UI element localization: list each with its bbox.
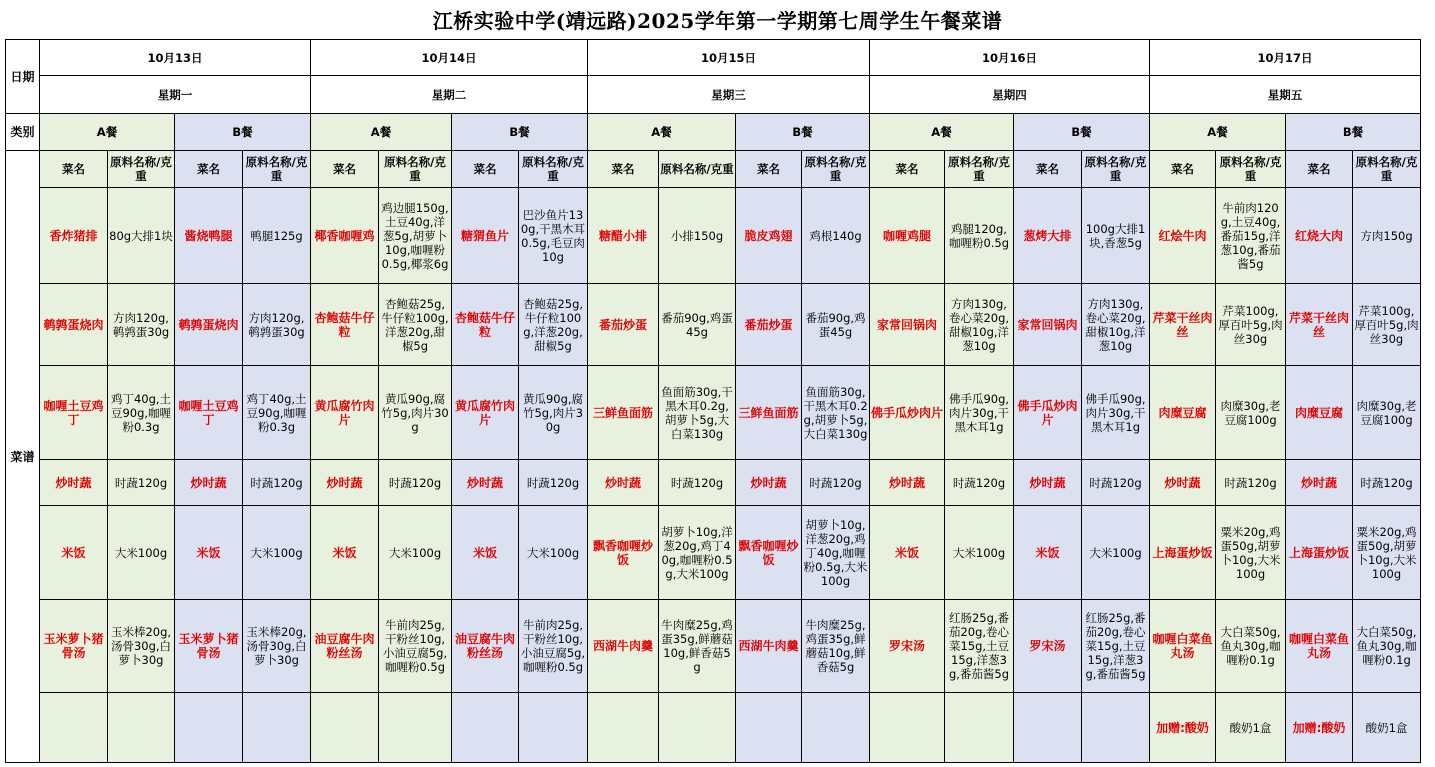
day-date-3: 10月16日: [870, 40, 1150, 76]
dish-ingredients: 番茄90g,鸡蛋45g: [802, 284, 870, 366]
day-date-4: 10月17日: [1150, 40, 1421, 76]
dish-ingredients: 时蔬120g: [659, 460, 736, 506]
ingredient-header: 原料名称/克重: [945, 151, 1014, 188]
set-b-label: B餐: [452, 114, 588, 151]
dish-ingredients: 鸡腿120g,咖喱粉0.5g: [945, 188, 1014, 284]
day-date-2: 10月15日: [588, 40, 870, 76]
dish-name: 红烩牛肉: [1150, 188, 1216, 284]
dish-ingredients: 时蔬120g: [108, 460, 175, 506]
dish-ingredients: 牛前肉120g,土豆40g,番茄15g,洋葱10g,番茄酱5g: [1216, 188, 1286, 284]
dish-ingredients: 时蔬120g: [243, 460, 311, 506]
dish-ingredients: 玉米棒20g,汤骨30g,白萝卜30g: [243, 600, 311, 693]
dish-name: 玉米萝卜猪骨汤: [40, 600, 108, 693]
dish-name: [736, 693, 802, 763]
dish-name: 咖喱白菜鱼丸汤: [1150, 600, 1216, 693]
dish-name: 炒时蔬: [175, 460, 243, 506]
dish-ingredients: 时蔬120g: [379, 460, 452, 506]
dish-ingredients: 方肉130g,卷心菜20g,甜椒10g,洋葱10g: [1082, 284, 1150, 366]
category-label: 类别: [6, 114, 40, 151]
dish-ingredients: 时蔬120g: [519, 460, 588, 506]
dish-ingredients: 黄瓜90g,腐竹5g,肉片30g: [519, 366, 588, 460]
dish-name: 鹌鹑蛋烧肉: [40, 284, 108, 366]
dish-ingredients: 酸奶1盒: [1353, 693, 1421, 763]
dish-name: 咖喱白菜鱼丸汤: [1286, 600, 1353, 693]
dish-name: 米饭: [452, 506, 519, 600]
dish-name: 米饭: [1014, 506, 1082, 600]
dish-ingredients: [1082, 693, 1150, 763]
dish-name: 西湖牛肉羹: [736, 600, 802, 693]
dish-ingredients: [379, 693, 452, 763]
dish-name-header: 菜名: [311, 151, 379, 188]
dish-name: 炒时蔬: [1150, 460, 1216, 506]
dish-ingredients: 大米100g: [945, 506, 1014, 600]
dish-ingredients: 大米100g: [243, 506, 311, 600]
dish-name: 咖喱土豆鸡丁: [40, 366, 108, 460]
set-b-label: B餐: [1286, 114, 1421, 151]
dish-name: 油豆腐牛肉粉丝汤: [311, 600, 379, 693]
ingredient-header: 原料名称/克重: [802, 151, 870, 188]
dish-ingredients: 鱼面筋30g,干黑木耳0.2g,胡萝卜5g,大白菜130g: [659, 366, 736, 460]
dish-name: 炒时蔬: [1286, 460, 1353, 506]
dish-name: 飘香咖喱炒饭: [736, 506, 802, 600]
dish-name: 炒时蔬: [40, 460, 108, 506]
dish-name: 番茄炒蛋: [736, 284, 802, 366]
menu-label: 菜谱: [6, 151, 40, 763]
dish-name: 芹菜干丝肉丝: [1150, 284, 1216, 366]
dish-ingredients: [243, 693, 311, 763]
dish-ingredients: 牛前肉25g,干粉丝10g,小油豆腐5g,咖喱粉0.5g: [519, 600, 588, 693]
dish-name-header: 菜名: [452, 151, 519, 188]
dish-name: 杏鲍菇牛仔粒: [452, 284, 519, 366]
dish-name: [870, 693, 945, 763]
dish-name: 罗宋汤: [870, 600, 945, 693]
set-a-label: A餐: [40, 114, 175, 151]
set-a-label: A餐: [311, 114, 452, 151]
dish-name-header: 菜名: [1150, 151, 1216, 188]
dish-name: [311, 693, 379, 763]
dish-ingredients: 鸡边腿150g,土豆40g,洋葱5g,胡萝卜10g,咖喱粉0.5g,椰浆6g: [379, 188, 452, 284]
dish-ingredients: 红肠25g,番茄20g,卷心菜15g,土豆15g,洋葱3g,番茄酱5g: [1082, 600, 1150, 693]
dish-name: [40, 693, 108, 763]
dish-ingredients: 方肉130g,卷心菜20g,甜椒10g,洋葱10g: [945, 284, 1014, 366]
dish-name: 鹌鹑蛋烧肉: [175, 284, 243, 366]
dish-name: 佛手瓜炒肉片: [1014, 366, 1082, 460]
dish-ingredients: 鸡根140g: [802, 188, 870, 284]
dish-name: 炒时蔬: [870, 460, 945, 506]
dish-name: 肉糜豆腐: [1150, 366, 1216, 460]
dish-ingredients: 粟米20g,鸡蛋50g,胡萝卜10g,大米100g: [1353, 506, 1421, 600]
dish-name: 番茄炒蛋: [588, 284, 659, 366]
dish-ingredients: 玉米棒20g,汤骨30g,白萝卜30g: [108, 600, 175, 693]
dish-ingredients: 80g大排1块: [108, 188, 175, 284]
dish-ingredients: 方肉150g: [1353, 188, 1421, 284]
dish-ingredients: 鱼面筋30g,干黑木耳0.2g,胡萝卜5g,大白菜130g: [802, 366, 870, 460]
dish-name: 椰香咖喱鸡: [311, 188, 379, 284]
dish-name: 米饭: [40, 506, 108, 600]
dish-name-header: 菜名: [1014, 151, 1082, 188]
dish-ingredients: 酸奶1盒: [1216, 693, 1286, 763]
ingredient-header: 原料名称/克重: [243, 151, 311, 188]
set-b-label: B餐: [175, 114, 311, 151]
dish-name: 上海蛋炒饭: [1286, 506, 1353, 600]
set-a-label: A餐: [1150, 114, 1286, 151]
dish-name: 黄瓜腐竹肉片: [311, 366, 379, 460]
dish-name: 炒时蔬: [452, 460, 519, 506]
dish-ingredients: 胡萝卜10g,洋葱20g,鸡丁40g,咖喱粉0.5g,大米100g: [659, 506, 736, 600]
dish-ingredients: 鸡丁40g,土豆90g,咖喱粉0.3g: [108, 366, 175, 460]
dish-ingredients: 番茄90g,鸡蛋45g: [659, 284, 736, 366]
day-date-0: 10月13日: [40, 40, 311, 76]
dish-ingredients: 大米100g: [379, 506, 452, 600]
dish-ingredients: [802, 693, 870, 763]
dish-ingredients: 时蔬120g: [1353, 460, 1421, 506]
dish-name: 米饭: [175, 506, 243, 600]
dish-ingredients: 时蔬120g: [802, 460, 870, 506]
dish-ingredients: 大米100g: [1082, 506, 1150, 600]
day-weekday-3: 星期四: [870, 76, 1150, 114]
ingredient-header: 原料名称/克重: [519, 151, 588, 188]
ingredient-header: 原料名称/克重: [1353, 151, 1421, 188]
dish-name: 芹菜干丝肉丝: [1286, 284, 1353, 366]
dish-ingredients: 鸭腿125g: [243, 188, 311, 284]
set-b-label: B餐: [736, 114, 870, 151]
day-weekday-1: 星期二: [311, 76, 588, 114]
dish-name: 糖猬鱼片: [452, 188, 519, 284]
dish-name: 糖醋小排: [588, 188, 659, 284]
dish-ingredients: 100g大排1块,香葱5g: [1082, 188, 1150, 284]
day-weekday-2: 星期三: [588, 76, 870, 114]
ingredient-header: 原料名称/克重: [659, 151, 736, 188]
dish-name: 罗宋汤: [1014, 600, 1082, 693]
dish-name: 咖喱土豆鸡丁: [175, 366, 243, 460]
dish-ingredients: 大米100g: [519, 506, 588, 600]
ingredient-header: 原料名称/克重: [108, 151, 175, 188]
dish-name: 炒时蔬: [311, 460, 379, 506]
dish-name: 玉米萝卜猪骨汤: [175, 600, 243, 693]
dish-name: 杏鲍菇牛仔粒: [311, 284, 379, 366]
dish-name: [588, 693, 659, 763]
day-weekday-0: 星期一: [40, 76, 311, 114]
dish-name: 香炸猪排: [40, 188, 108, 284]
dish-name: 炒时蔬: [736, 460, 802, 506]
dish-ingredients: 杏鲍菇25g,牛仔粒100g,洋葱20g,甜椒5g: [379, 284, 452, 366]
set-a-label: A餐: [870, 114, 1014, 151]
dish-name: [452, 693, 519, 763]
dish-ingredients: 鸡丁40g,土豆90g,咖喱粉0.3g: [243, 366, 311, 460]
dish-ingredients: 牛前肉25g,干粉丝10g,小油豆腐5g,咖喱粉0.5g: [379, 600, 452, 693]
dish-name: 飘香咖喱炒饭: [588, 506, 659, 600]
dish-name: 加赠:酸奶: [1150, 693, 1216, 763]
dish-ingredients: 芹菜100g,厚百叶5g,肉丝30g: [1216, 284, 1286, 366]
dish-ingredients: 黄瓜90g,腐竹5g,肉片30g: [379, 366, 452, 460]
dish-name: 酱烧鸭腿: [175, 188, 243, 284]
dish-name-header: 菜名: [736, 151, 802, 188]
dish-name: 炒时蔬: [1014, 460, 1082, 506]
dish-name: 米饭: [311, 506, 379, 600]
dish-name: 红烧大肉: [1286, 188, 1353, 284]
dish-ingredients: 时蔬120g: [1216, 460, 1286, 506]
dish-ingredients: 粟米20g,鸡蛋50g,胡萝卜10g,大米100g: [1216, 506, 1286, 600]
set-b-label: B餐: [1014, 114, 1150, 151]
dish-name: 炒时蔬: [588, 460, 659, 506]
dish-ingredients: [108, 693, 175, 763]
dish-ingredients: [659, 693, 736, 763]
day-weekday-4: 星期五: [1150, 76, 1421, 114]
dish-name: [175, 693, 243, 763]
dish-name: 油豆腐牛肉粉丝汤: [452, 600, 519, 693]
dish-ingredients: 大白菜50g,鱼丸30g,咖喱粉0.1g: [1353, 600, 1421, 693]
dish-ingredients: 佛手瓜90g,肉片30g,干黑木耳1g: [1082, 366, 1150, 460]
dish-name-header: 菜名: [1286, 151, 1353, 188]
dish-ingredients: 小排150g: [659, 188, 736, 284]
dish-name: 肉糜豆腐: [1286, 366, 1353, 460]
page-title: 江桥实验中学(靖远路)2025学年第一学期第七周学生午餐菜谱: [432, 9, 1003, 33]
dish-ingredients: 牛肉糜25g,鸡蛋35g,鲜蘑菇10g,鲜香菇5g: [802, 600, 870, 693]
dish-name: 上海蛋炒饭: [1150, 506, 1216, 600]
dish-name: 佛手瓜炒肉片: [870, 366, 945, 460]
day-date-1: 10月14日: [311, 40, 588, 76]
dish-name-header: 菜名: [175, 151, 243, 188]
dish-name: 三鲜鱼面筋: [588, 366, 659, 460]
dish-ingredients: 方肉120g,鹌鹑蛋30g: [243, 284, 311, 366]
dish-name: 葱烤大排: [1014, 188, 1082, 284]
dish-ingredients: 肉糜30g,老豆腐100g: [1353, 366, 1421, 460]
dish-ingredients: 方肉120g,鹌鹑蛋30g: [108, 284, 175, 366]
ingredient-header: 原料名称/克重: [1082, 151, 1150, 188]
dish-name: 三鲜鱼面筋: [736, 366, 802, 460]
dish-name: 米饭: [870, 506, 945, 600]
dish-ingredients: 巴沙鱼片130g,干黑木耳0.5g,毛豆肉10g: [519, 188, 588, 284]
date-label: 日期: [6, 40, 40, 114]
dish-ingredients: [519, 693, 588, 763]
dish-name-header: 菜名: [870, 151, 945, 188]
dish-name: 加赠:酸奶: [1286, 693, 1353, 763]
dish-name-header: 菜名: [40, 151, 108, 188]
dish-name: 脆皮鸡翅: [736, 188, 802, 284]
dish-name: 西湖牛肉羹: [588, 600, 659, 693]
dish-ingredients: 大米100g: [108, 506, 175, 600]
dish-name-header: 菜名: [588, 151, 659, 188]
dish-ingredients: 红肠25g,番茄20g,卷心菜15g,土豆15g,洋葱3g,番茄酱5g: [945, 600, 1014, 693]
dish-ingredients: 佛手瓜90g,肉片30g,干黑木耳1g: [945, 366, 1014, 460]
dish-ingredients: 时蔬120g: [1082, 460, 1150, 506]
dish-name: [1014, 693, 1082, 763]
dish-name: 家常回锅肉: [870, 284, 945, 366]
ingredient-header: 原料名称/克重: [1216, 151, 1286, 188]
dish-ingredients: 时蔬120g: [945, 460, 1014, 506]
dish-ingredients: 肉糜30g,老豆腐100g: [1216, 366, 1286, 460]
dish-ingredients: 杏鲍菇25g,牛仔粒100g,洋葱20g,甜椒5g: [519, 284, 588, 366]
ingredient-header: 原料名称/克重: [379, 151, 452, 188]
dish-ingredients: 胡萝卜10g,洋葱20g,鸡丁40g,咖喱粉0.5g,大米100g: [802, 506, 870, 600]
set-a-label: A餐: [588, 114, 736, 151]
dish-name: 家常回锅肉: [1014, 284, 1082, 366]
dish-ingredients: 牛肉糜25g,鸡蛋35g,鲜蘑菇10g,鲜香菇5g: [659, 600, 736, 693]
dish-ingredients: [945, 693, 1014, 763]
dish-ingredients: 芹菜100g,厚百叶5g,肉丝30g: [1353, 284, 1421, 366]
dish-name: 咖喱鸡腿: [870, 188, 945, 284]
menu-table: [5, 39, 1421, 763]
dish-ingredients: 大白菜50g,鱼丸30g,咖喱粉0.1g: [1216, 600, 1286, 693]
dish-name: 黄瓜腐竹肉片: [452, 366, 519, 460]
